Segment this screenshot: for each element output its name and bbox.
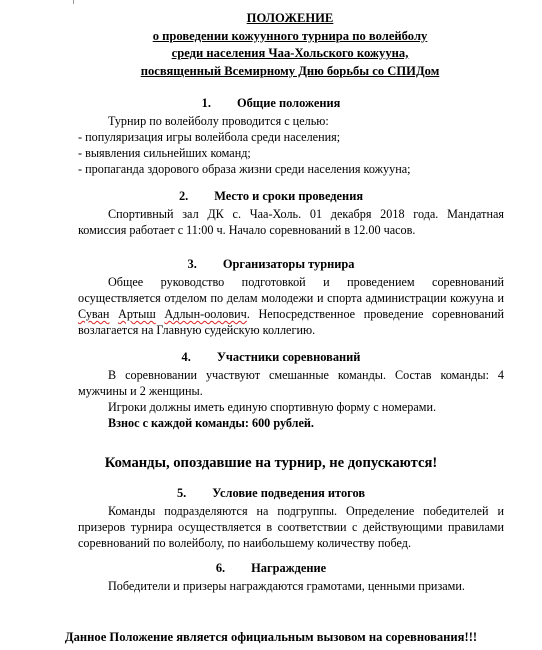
section-number: 2. [178,189,189,203]
s4-fee: Взнос с каждой команды: 600 рублей. [108,416,314,430]
section-number: 4. [181,350,191,364]
s3-text-before: Общее руководство подготовкой и проведением соревнований осуществляется отделом по делам молодежи и спорта администрации кожууна и [78,275,504,305]
title-line-2: о проведении кожуунного турнира по волейболу [152,28,428,43]
title-line-4: посвященный Всемирному Дню борьбы со СПИДом [140,63,440,78]
section-title: Место и сроки проведения [214,189,364,203]
section-title: Участники соревнований [216,350,361,364]
section-heading-5 [0,485,542,501]
section-heading-3 [0,256,542,272]
s3-name-part2: Артыш [118,307,156,321]
section-heading-1 [0,95,542,111]
s3-name-part1: Суван [78,307,110,321]
section-number: 3. [187,257,197,271]
s1-item-3: - пропаганда здорового образа жизни среди населения кожууна; [78,162,411,176]
s2-text: Спортивный зал ДК с. Чаа-Холь. 01 декабря 2018 года. Мандатная комиссия работает с 11:00 ч. Начало соревнований в 12.00 часов. [78,207,504,237]
section-title: Общие положения [236,96,341,110]
document-title [60,10,520,80]
s4-text-1: В соревновании участвуют смешанные команды. Состав команды: 4 мужчины и 2 женщины. [78,368,504,398]
s6-text: Победители и призеры награждаются грамотами, ценными призами. [108,579,465,593]
s1-item-2: - выявления сильнейших команд; [78,146,251,160]
section-heading-4 [0,349,542,365]
title-line-1: ПОЛОЖЕНИЕ [246,11,334,25]
s3-text [78,274,504,338]
page-corner-mark [73,0,74,4]
s4-text-2: Игроки должны иметь единую спортивную форму с номерами. [108,400,437,414]
s3-text-after: . Непосредственное проведение соревнований возлагается на Главную судейскую коллегию. [78,307,504,337]
official-invitation-statement: Данное Положение является официальным вызовом на соревнования!!! [64,630,478,644]
s1-intro: Турнир по волейболу проводится с целью: [108,114,329,128]
section-title: Награждение [251,561,327,575]
section-title: Условие подведения итогов [212,486,366,500]
late-teams-notice: Команды, опоздавшие на турнир, не допускаются! [104,455,438,471]
section-number: 1. [201,96,211,110]
s3-name-part3: Адлын-оолович [164,307,247,321]
section-title: Организаторы турнира [222,257,355,271]
s5-text: Команды подразделяются на подгруппы. Определение победителей и призеров турнира осуществляется в соответствии с действующими правилами соревнований по волейболу, по наибольшему количеству побед. [78,504,504,550]
section-heading-2 [0,188,542,204]
section-number: 6. [215,561,226,575]
s1-item-1: - популяризация игры волейбола среди населения; [78,130,341,144]
section-heading-6 [0,560,542,576]
section-number: 5. [176,486,187,500]
title-line-3: среди населения Чаа-Хольского кожууна, [171,46,409,60]
